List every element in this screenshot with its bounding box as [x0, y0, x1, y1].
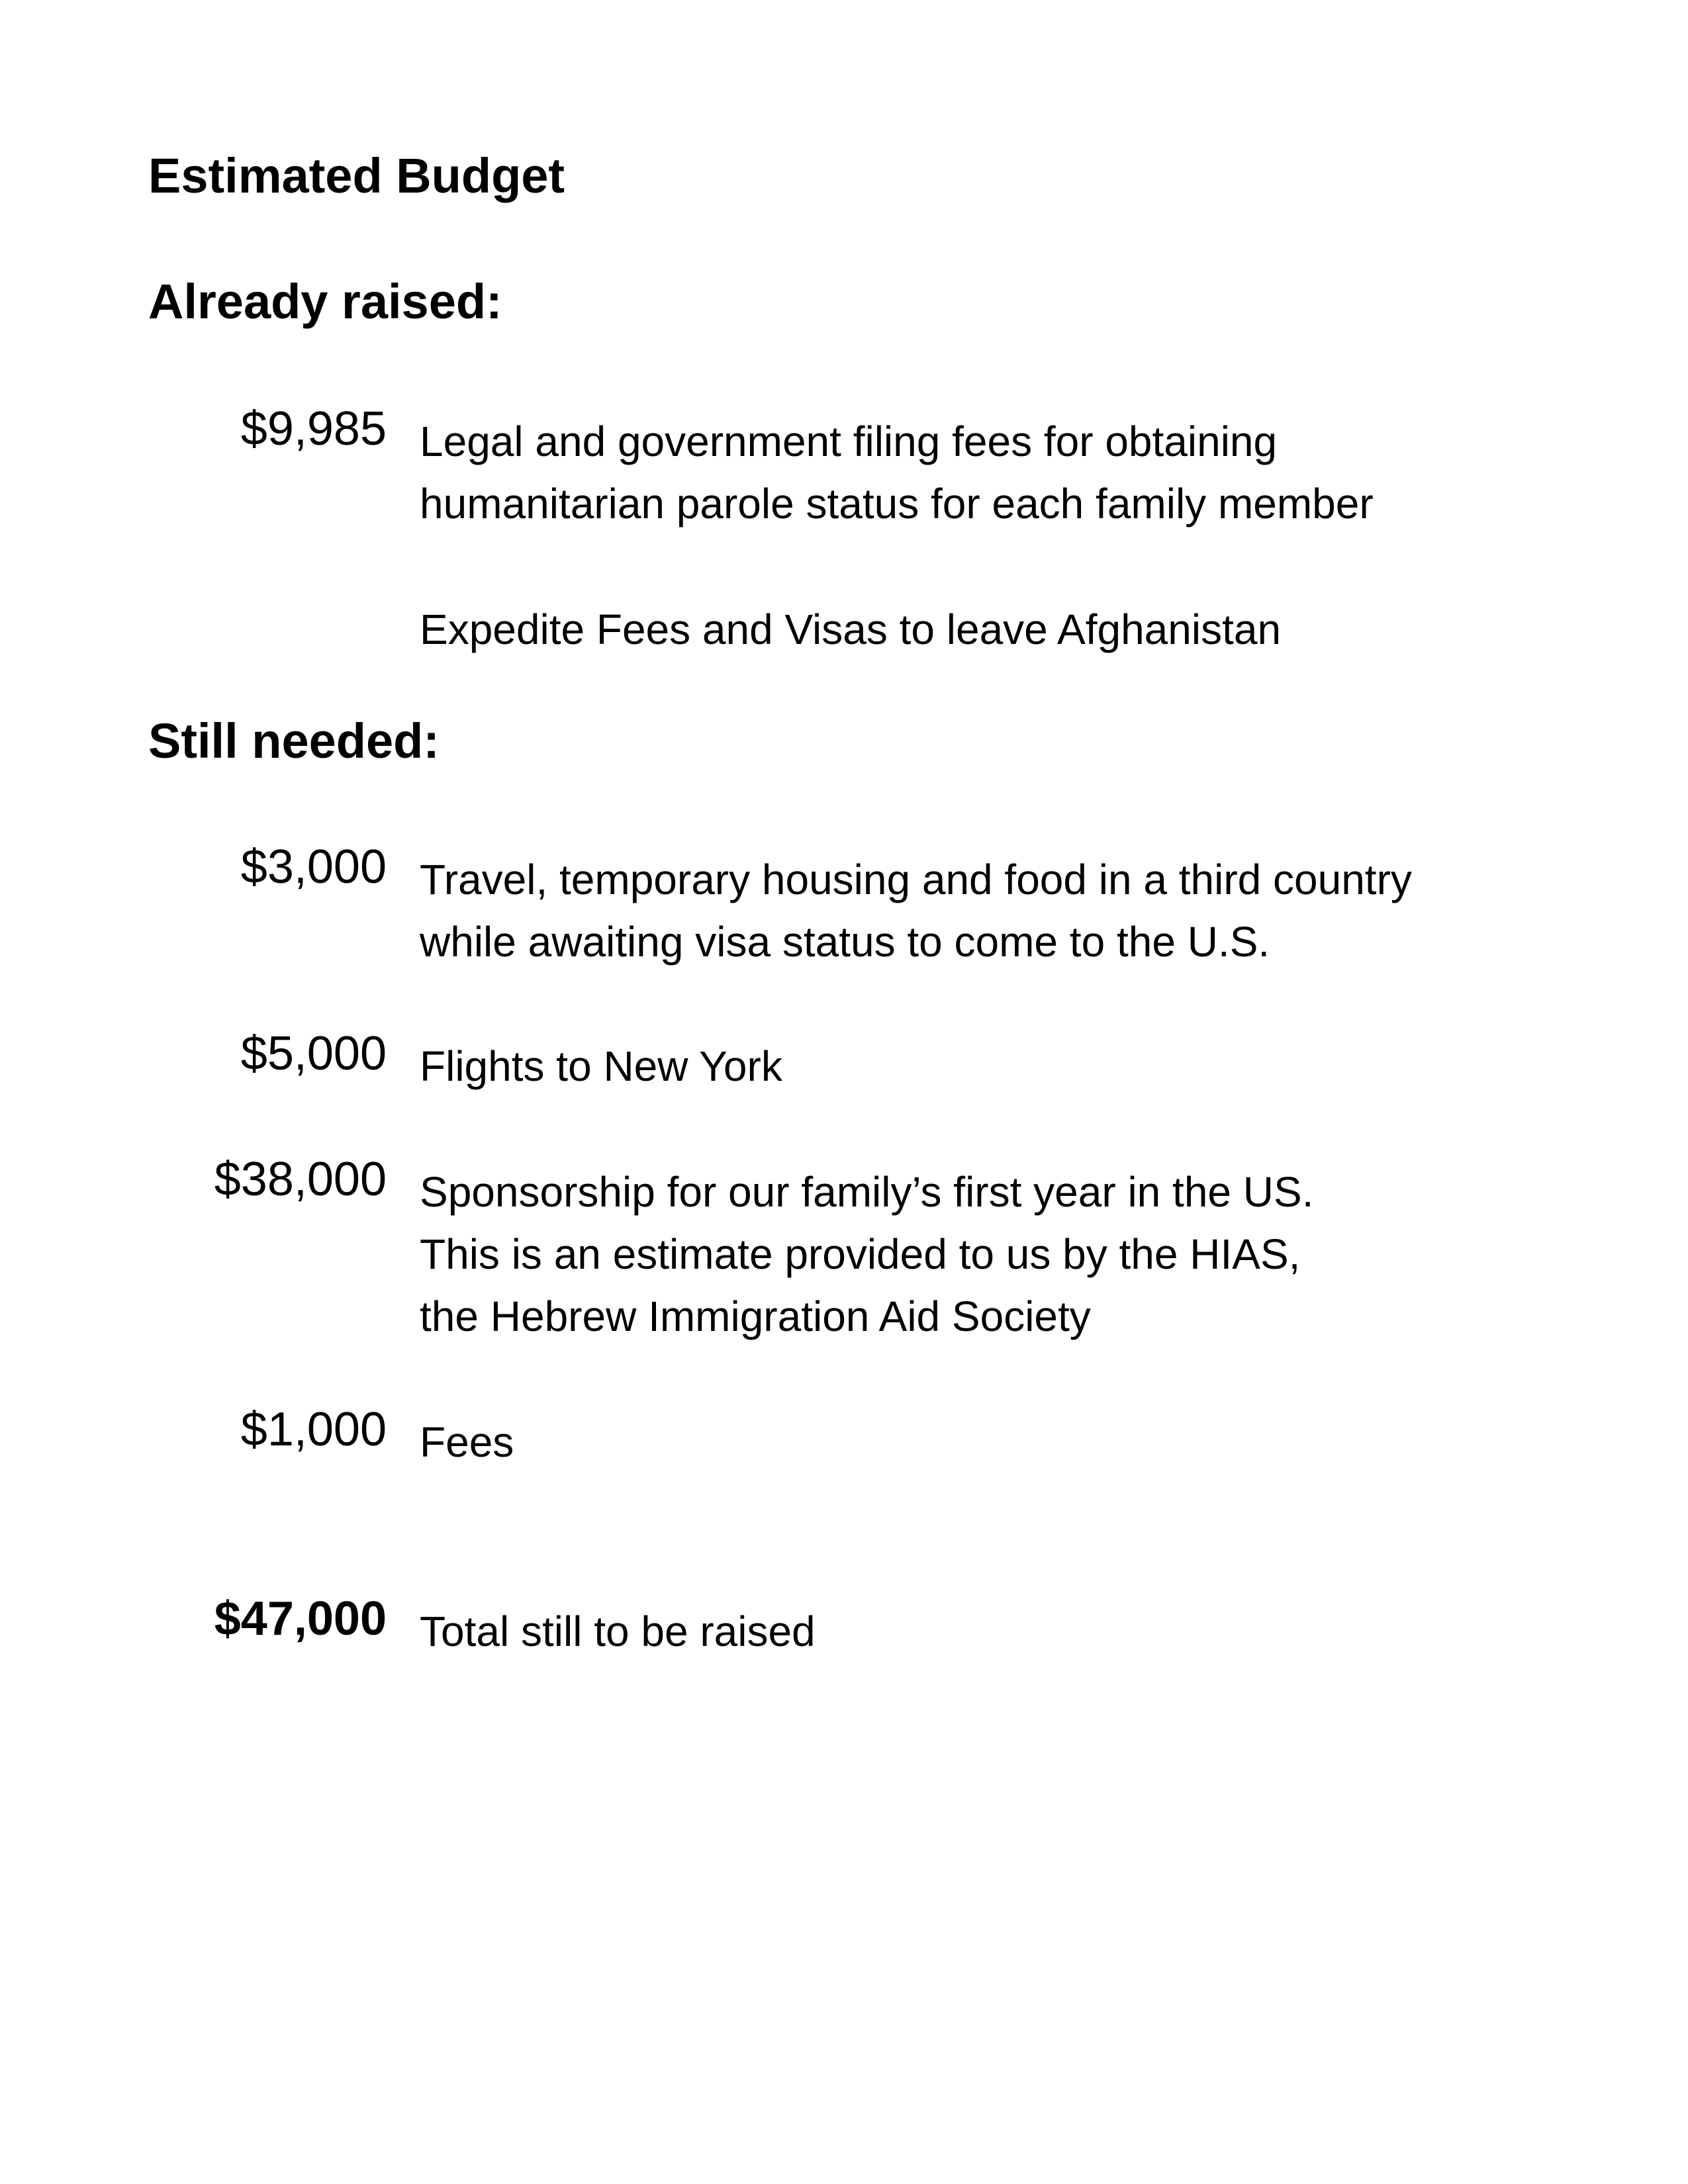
total-label-container [420, 1600, 816, 1662]
already-raised-heading: Already raised: [148, 274, 502, 329]
budget-description [420, 848, 1412, 973]
budget-description [420, 1035, 782, 1097]
budget-amount: $1,000 [240, 1403, 387, 1456]
budget-amount: $5,000 [240, 1027, 387, 1080]
description-line: humanitarian parole status for each family member [420, 480, 1374, 527]
budget-description [420, 598, 1281, 660]
description-line: the Hebrew Immigration Aid Society [420, 1293, 1091, 1340]
total-amount: $47,000 [214, 1592, 387, 1645]
document-title: Estimated Budget [148, 148, 565, 203]
description-line: This is an estimate provided to us by the HIAS, [420, 1230, 1301, 1278]
description-line: Expedite Fees and Visas to leave Afghanistan [420, 606, 1282, 653]
description-line: Legal and government filing fees for obtaining [420, 418, 1278, 465]
total-label: Total still to be raised [420, 1608, 816, 1655]
budget-description [420, 1161, 1313, 1347]
budget-description [420, 410, 1374, 535]
budget-amount: $3,000 [240, 841, 387, 893]
still-needed-heading: Still needed: [148, 713, 440, 768]
budget-amount: $9,985 [240, 402, 387, 455]
description-line: while awaiting visa status to come to the U.S. [420, 918, 1270, 966]
budget-description [420, 1411, 514, 1473]
description-line: Travel, temporary housing and food in a third country [420, 856, 1412, 903]
description-line: Sponsorship for our family’s first year in the US. [420, 1168, 1314, 1216]
description-line: Fees [420, 1418, 514, 1466]
description-line: Flights to New York [420, 1042, 782, 1090]
budget-amount: $38,000 [214, 1153, 387, 1206]
